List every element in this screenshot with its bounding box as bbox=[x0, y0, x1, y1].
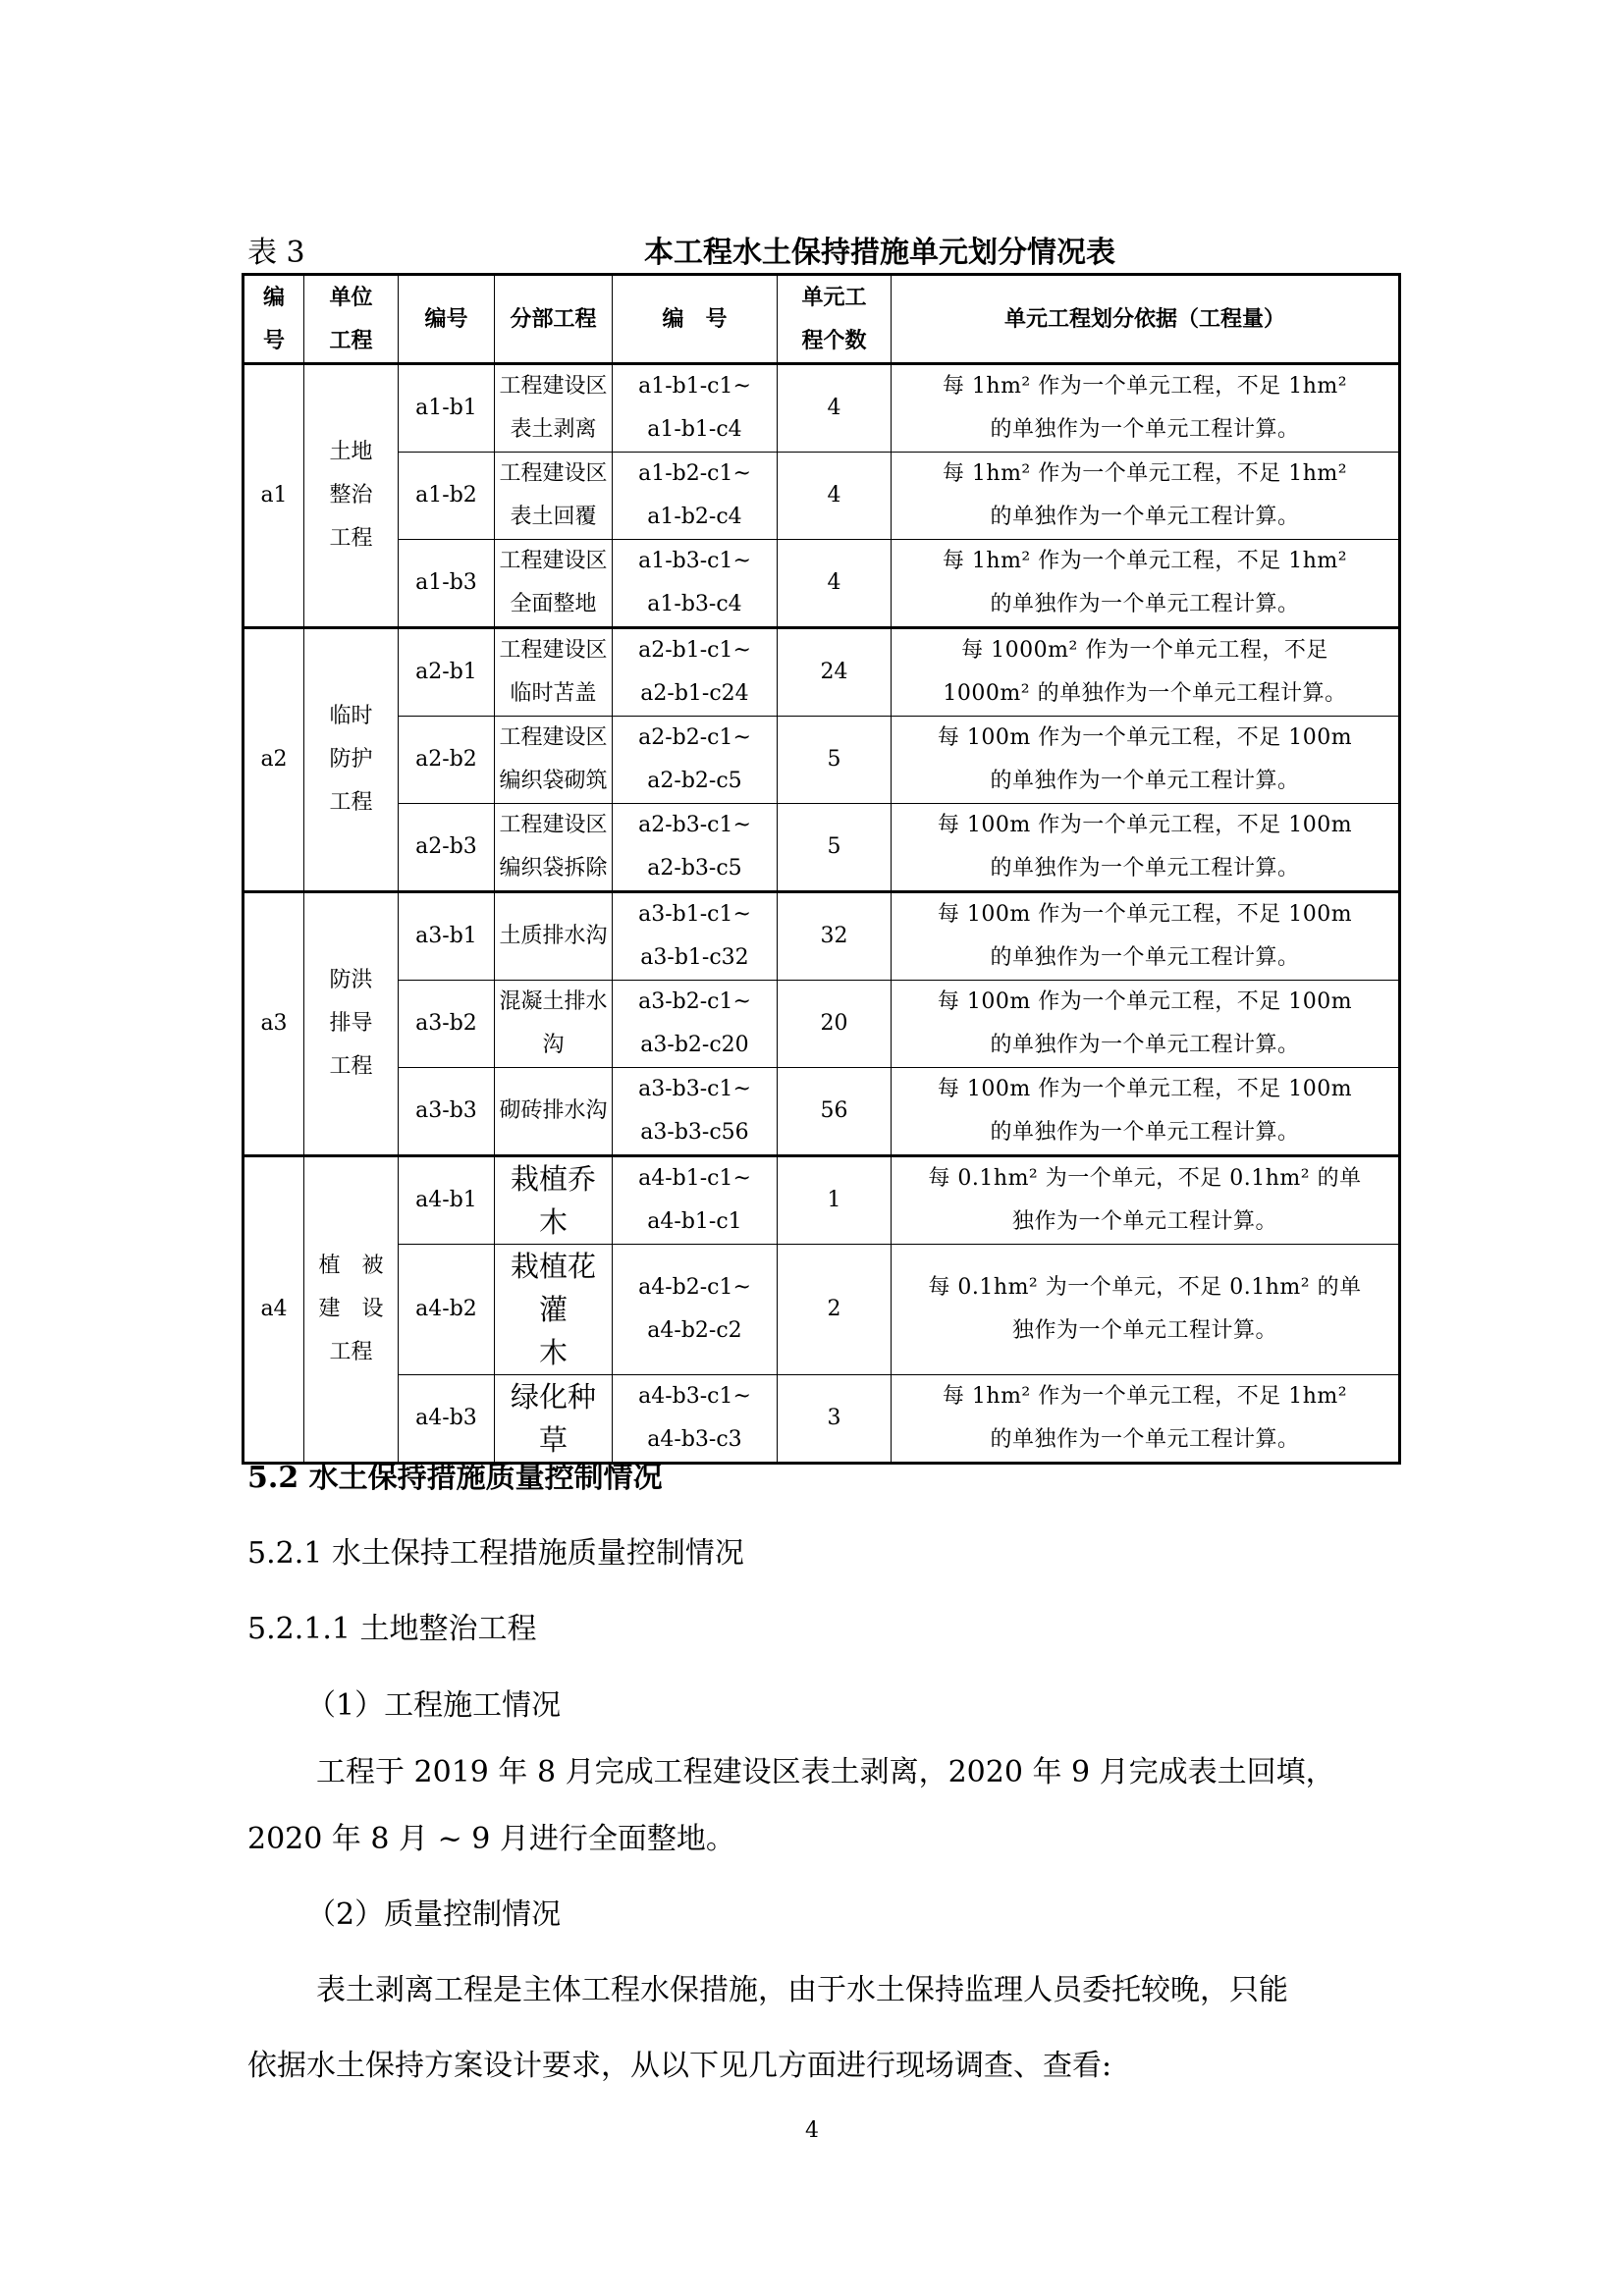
code-range-cell: a1-b2-c1~ a1-b2-c4 bbox=[613, 453, 778, 540]
item-heading-1: （1）工程施工情况 bbox=[306, 1688, 562, 1723]
table-row bbox=[244, 364, 1400, 453]
unit-no-cell: a2 bbox=[244, 628, 304, 892]
unit-project-cell: 临时 防护 工程 bbox=[304, 628, 399, 892]
unit-no-cell: a3 bbox=[244, 892, 304, 1156]
sub-project-cell: 工程建设区 编织袋砌筑 bbox=[495, 717, 613, 804]
sub-no-cell: a4-b1 bbox=[399, 1156, 495, 1245]
unit-count-cell: 2 bbox=[778, 1245, 892, 1375]
code-range-cell: a2-b3-c1~ a2-b3-c5 bbox=[613, 804, 778, 892]
sub-project-cell: 栽植花灌 木 bbox=[495, 1245, 613, 1375]
unit-project-cell: 土地 整治 工程 bbox=[304, 364, 399, 628]
division-basis-cell: 每 1hm² 作为一个单元工程，不足 1hm² 的单独作为一个单元工程计算。 bbox=[892, 540, 1400, 628]
table-header-row bbox=[244, 275, 1400, 364]
sub-no-cell: a1-b1 bbox=[399, 364, 495, 453]
sub-project-cell: 工程建设区 表土剥离 bbox=[495, 364, 613, 453]
code-range-cell: a3-b3-c1~ a3-b3-c56 bbox=[613, 1068, 778, 1156]
division-basis-cell: 每 0.1hm² 为一个单元，不足 0.1hm² 的单 独作为一个单元工程计算。 bbox=[892, 1245, 1400, 1375]
code-range-cell: a4-b2-c1~ a4-b2-c2 bbox=[613, 1245, 778, 1375]
item-heading-2: （2）质量控制情况 bbox=[306, 1897, 562, 1932]
table-row bbox=[244, 892, 1400, 981]
unit-count-cell: 5 bbox=[778, 804, 892, 892]
unit-division-table bbox=[242, 273, 1401, 1465]
code-range-cell: a1-b1-c1~ a1-b1-c4 bbox=[613, 364, 778, 453]
unit-count-cell: 5 bbox=[778, 717, 892, 804]
unit-count-cell: 56 bbox=[778, 1068, 892, 1156]
table-row bbox=[244, 453, 1400, 540]
sub-no-cell: a2-b2 bbox=[399, 717, 495, 804]
division-basis-cell: 每 1000m² 作为一个单元工程，不足 1000m² 的单独作为一个单元工程计算。 bbox=[892, 628, 1400, 717]
header-basis: 单元工程划分依据（工程量） bbox=[892, 275, 1400, 364]
division-basis-cell: 每 100m 作为一个单元工程，不足 100m 的单独作为一个单元工程计算。 bbox=[892, 1068, 1400, 1156]
unit-project-cell: 植 被 建 设 工程 bbox=[304, 1156, 399, 1464]
table-number: 表 3 bbox=[247, 236, 305, 270]
header-sub-no: 编号 bbox=[399, 275, 495, 364]
unit-count-cell: 20 bbox=[778, 981, 892, 1068]
sub-no-cell: a2-b1 bbox=[399, 628, 495, 717]
table-row bbox=[244, 804, 1400, 892]
unit-count-cell: 4 bbox=[778, 540, 892, 628]
division-basis-cell: 每 1hm² 作为一个单元工程，不足 1hm² 的单独作为一个单元工程计算。 bbox=[892, 364, 1400, 453]
sub-project-cell: 绿化种草 bbox=[495, 1375, 613, 1464]
table-title: 本工程水土保持措施单元划分情况表 bbox=[644, 236, 1115, 270]
sub-project-cell: 工程建设区 编织袋拆除 bbox=[495, 804, 613, 892]
paragraph-2-line-1: 表土剥离工程是主体工程水保措施，由于水土保持监理人员委托较晚，只能 bbox=[316, 1973, 1288, 2007]
subsection-heading: 5.2.1 水土保持工程措施质量控制情况 bbox=[247, 1536, 744, 1571]
unit-no-cell: a4 bbox=[244, 1156, 304, 1464]
sub-no-cell: a3-b1 bbox=[399, 892, 495, 981]
sub-no-cell: a1-b3 bbox=[399, 540, 495, 628]
division-basis-cell: 每 100m 作为一个单元工程，不足 100m 的单独作为一个单元工程计算。 bbox=[892, 981, 1400, 1068]
code-range-cell: a2-b1-c1~ a2-b1-c24 bbox=[613, 628, 778, 717]
sub-project-cell: 工程建设区 临时苫盖 bbox=[495, 628, 613, 717]
unit-count-cell: 32 bbox=[778, 892, 892, 981]
unit-count-cell: 4 bbox=[778, 453, 892, 540]
header-count: 单元工 程个数 bbox=[778, 275, 892, 364]
division-basis-cell: 每 0.1hm² 为一个单元，不足 0.1hm² 的单 独作为一个单元工程计算。 bbox=[892, 1156, 1400, 1245]
header-code: 编 号 bbox=[613, 275, 778, 364]
paragraph-1-line-1: 工程于 2019 年 8 月完成工程建设区表土剥离，2020 年 9 月完成表土回填， bbox=[316, 1755, 1335, 1789]
page-number: 4 bbox=[805, 2118, 819, 2143]
unit-count-cell: 4 bbox=[778, 364, 892, 453]
code-range-cell: a2-b2-c1~ a2-b2-c5 bbox=[613, 717, 778, 804]
sub-no-cell: a2-b3 bbox=[399, 804, 495, 892]
table-row bbox=[244, 540, 1400, 628]
table-body bbox=[244, 364, 1400, 1464]
sub-project-cell: 工程建设区 全面整地 bbox=[495, 540, 613, 628]
table-row bbox=[244, 1068, 1400, 1156]
table-row bbox=[244, 981, 1400, 1068]
unit-project-cell: 防洪 排导 工程 bbox=[304, 892, 399, 1156]
sub-no-cell: a4-b2 bbox=[399, 1245, 495, 1375]
header-unit: 单位 工程 bbox=[304, 275, 399, 364]
division-basis-cell: 每 100m 作为一个单元工程，不足 100m 的单独作为一个单元工程计算。 bbox=[892, 892, 1400, 981]
header-sub-project: 分部工程 bbox=[495, 275, 613, 364]
sub-no-cell: a1-b2 bbox=[399, 453, 495, 540]
code-range-cell: a4-b3-c1~ a4-b3-c3 bbox=[613, 1375, 778, 1464]
division-basis-cell: 每 100m 作为一个单元工程，不足 100m 的单独作为一个单元工程计算。 bbox=[892, 804, 1400, 892]
table-row bbox=[244, 717, 1400, 804]
unit-count-cell: 3 bbox=[778, 1375, 892, 1464]
code-range-cell: a3-b1-c1~ a3-b1-c32 bbox=[613, 892, 778, 981]
sub-no-cell: a3-b3 bbox=[399, 1068, 495, 1156]
division-basis-cell: 每 100m 作为一个单元工程，不足 100m 的单独作为一个单元工程计算。 bbox=[892, 717, 1400, 804]
sub-project-cell: 砌砖排水沟 bbox=[495, 1068, 613, 1156]
sub-project-cell: 工程建设区 表土回覆 bbox=[495, 453, 613, 540]
sub-project-cell: 土质排水沟 bbox=[495, 892, 613, 981]
paragraph-1-line-2: 2020 年 8 月 ~ 9 月进行全面整地。 bbox=[247, 1822, 735, 1856]
sub-no-cell: a3-b2 bbox=[399, 981, 495, 1068]
table-row bbox=[244, 1375, 1400, 1464]
subsubsection-heading: 5.2.1.1 土地整治工程 bbox=[247, 1612, 537, 1646]
division-basis-cell: 每 1hm² 作为一个单元工程，不足 1hm² 的单独作为一个单元工程计算。 bbox=[892, 1375, 1400, 1464]
header-no: 编 号 bbox=[244, 275, 304, 364]
sub-project-cell: 混凝土排水 沟 bbox=[495, 981, 613, 1068]
sub-project-cell: 栽植乔木 bbox=[495, 1156, 613, 1245]
code-range-cell: a4-b1-c1~ a4-b1-c1 bbox=[613, 1156, 778, 1245]
code-range-cell: a3-b2-c1~ a3-b2-c20 bbox=[613, 981, 778, 1068]
sub-no-cell: a4-b3 bbox=[399, 1375, 495, 1464]
section-heading: 5.2 水土保持措施质量控制情况 bbox=[247, 1461, 663, 1495]
table-caption bbox=[242, 222, 1396, 269]
code-range-cell: a1-b3-c1~ a1-b3-c4 bbox=[613, 540, 778, 628]
table-row bbox=[244, 1245, 1400, 1375]
table-row bbox=[244, 1156, 1400, 1245]
paragraph-2-line-2: 依据水土保持方案设计要求，从以下见几方面进行现场调查、查看: bbox=[247, 2049, 1112, 2083]
unit-no-cell: a1 bbox=[244, 364, 304, 628]
division-basis-cell: 每 1hm² 作为一个单元工程，不足 1hm² 的单独作为一个单元工程计算。 bbox=[892, 453, 1400, 540]
unit-count-cell: 24 bbox=[778, 628, 892, 717]
unit-count-cell: 1 bbox=[778, 1156, 892, 1245]
table-row bbox=[244, 628, 1400, 717]
